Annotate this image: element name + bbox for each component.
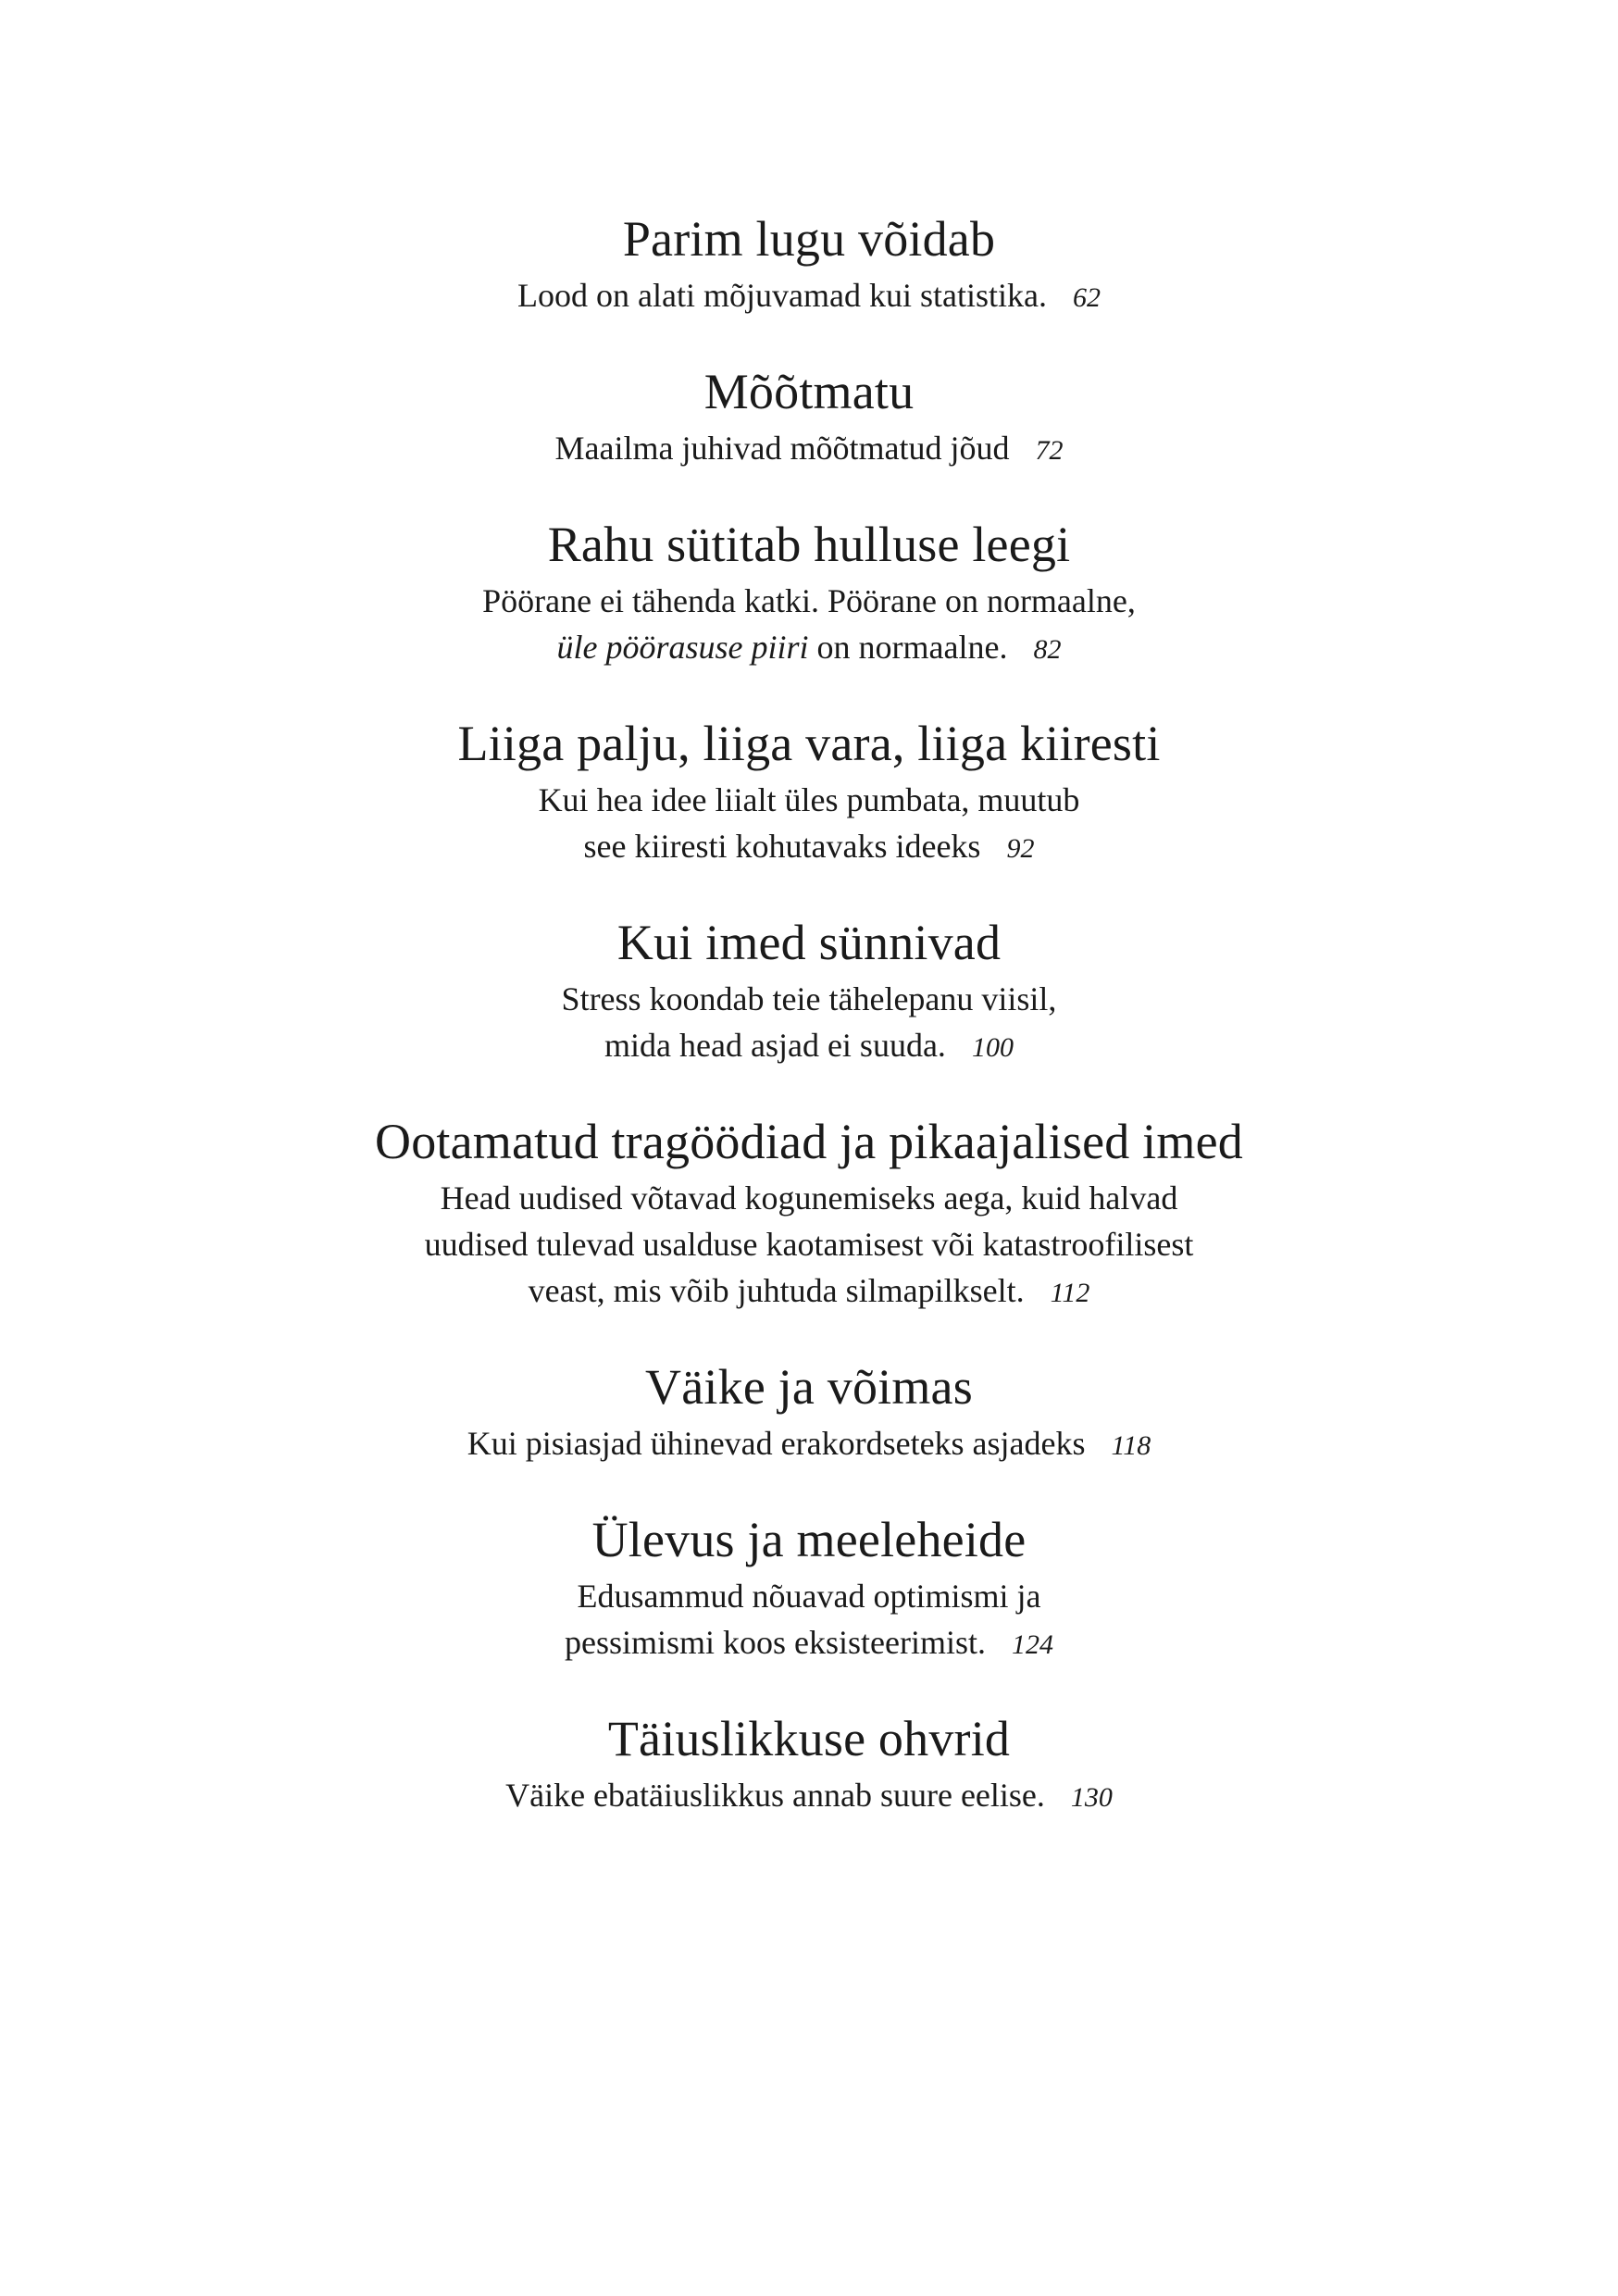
entry-description [0, 272, 1618, 321]
description-line [0, 1619, 1618, 1668]
entry-title: Ootamatud tragöödiad ja pikaajalised imed [375, 1114, 1243, 1169]
description-italic-text: üle pöörasuse piiri [556, 629, 809, 666]
description-line [0, 272, 1618, 321]
toc-entry[interactable] [0, 710, 1618, 872]
description-line [0, 1420, 1618, 1469]
page-number: 130 [1070, 1782, 1113, 1813]
description-line: Pöörane ei tähenda katki. Pöörane on normaalne, [482, 582, 1136, 619]
toc-entry[interactable] [0, 1108, 1618, 1316]
entry-title: Parim lugu võidab [622, 211, 996, 267]
description-line: uudised tulevad usalduse kaotamisest või katastroofilisest [424, 1226, 1194, 1263]
description-text: Väike ebatäiuslikkus annab suure eelise. [505, 1777, 1045, 1814]
entry-description [0, 578, 1618, 673]
description-text: on normaalne. [808, 629, 1008, 666]
toc-entry[interactable] [0, 1506, 1618, 1668]
toc-entry[interactable] [0, 1705, 1618, 1821]
entry-title: Täiuslikkuse ohvrid [607, 1711, 1011, 1766]
entry-description [0, 976, 1618, 1071]
entry-description [0, 425, 1618, 474]
table-of-contents [0, 206, 1618, 1858]
page-number: 92 [1006, 833, 1035, 864]
description-text: pessimismi koos eksisteerimist. [565, 1624, 986, 1661]
description-text: veast, mis võib juhtuda silmapilkselt. [528, 1272, 1025, 1309]
toc-entry[interactable] [0, 511, 1618, 673]
toc-entry[interactable] [0, 206, 1618, 321]
toc-entry[interactable] [0, 1354, 1618, 1469]
page-number: 72 [1035, 435, 1064, 466]
toc-entry[interactable] [0, 909, 1618, 1071]
page-number: 100 [971, 1032, 1014, 1063]
description-line [0, 425, 1618, 474]
description-line: Head uudised võtavad kogunemiseks aega, kuid halvad [440, 1179, 1178, 1217]
entry-title: Kui imed sünnivad [616, 915, 1002, 970]
page-number: 118 [1111, 1430, 1151, 1461]
description-line: Edusammud nõuavad optimismi ja [577, 1578, 1041, 1615]
entry-description [0, 1573, 1618, 1668]
page-number: 82 [1033, 634, 1062, 665]
description-text: Maailma juhivad mõõtmatud jõud [554, 430, 1010, 467]
toc-entry[interactable] [0, 358, 1618, 474]
page-number: 124 [1012, 1629, 1053, 1660]
description-line: Stress koondab teie tähelepanu viisil, [561, 980, 1057, 1017]
entry-title: Liiga palju, liiga vara, liiga kiiresti [457, 716, 1161, 771]
entry-description [0, 1772, 1618, 1821]
description-line [0, 1772, 1618, 1821]
description-line [0, 1022, 1618, 1071]
description-line [0, 1267, 1618, 1316]
description-line: Kui hea idee liialt üles pumbata, muutub [538, 781, 1080, 818]
entry-title: Väike ja võimas [645, 1359, 973, 1415]
description-text: Kui pisiasjad ühinevad erakordseteks asjadeks [467, 1425, 1086, 1462]
entry-title: Rahu sütitab hulluse leegi [547, 517, 1071, 572]
description-text: mida head asjad ei suuda. [604, 1027, 946, 1064]
page-number: 112 [1050, 1278, 1090, 1308]
description-text: see kiiresti kohutavaks ideeks [583, 828, 981, 865]
description-line [0, 624, 1618, 673]
entry-description [0, 1175, 1618, 1316]
entry-title: Ülevus ja meeleheide [591, 1512, 1027, 1567]
description-text: Lood on alati mõjuvamad kui statistika. [517, 277, 1047, 314]
page-number: 62 [1072, 282, 1101, 313]
entry-title: Mõõtmatu [703, 364, 915, 419]
description-line [0, 823, 1618, 872]
entry-description [0, 1420, 1618, 1469]
entry-description [0, 777, 1618, 872]
